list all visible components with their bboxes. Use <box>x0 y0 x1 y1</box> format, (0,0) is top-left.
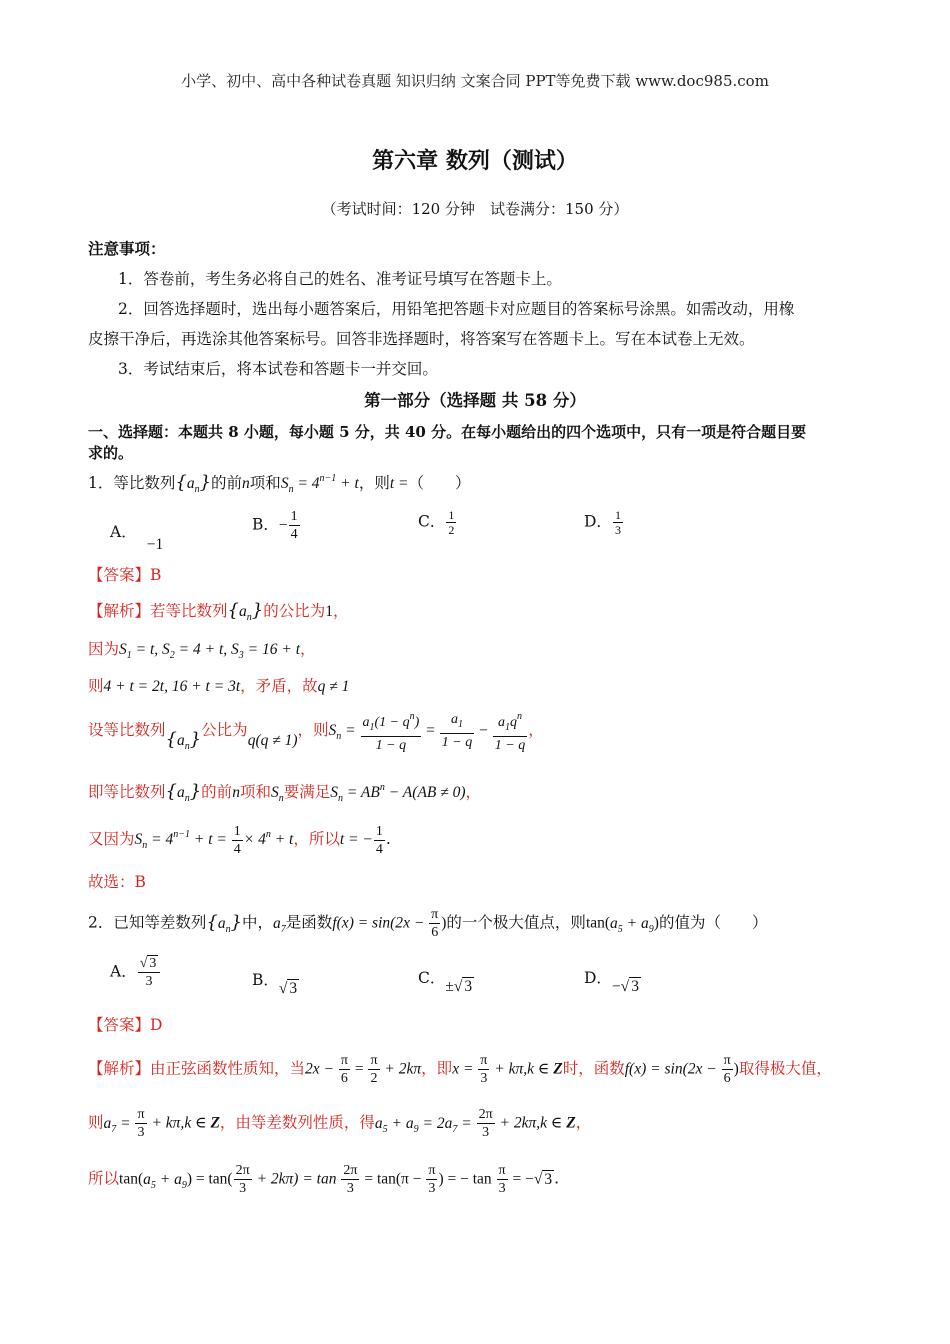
note-item-1: 1．答卷前，考生务必将自己的姓名、准考证号填写在答题卡上。 <box>118 270 562 288</box>
q1-final-choice: 故选：B <box>88 873 146 891</box>
q1-analysis-line1: 【解析】若等比数列$\{a_n\}$的公比为1， <box>88 600 349 623</box>
q2-stem: 2．已知等差数列$\{a_n\}$中，$a_7$是函数f(x) = sin(2x − $\frac{\pi}{6}$ )的一个极大值点，则$\tan(a_5 + a_9)$的值为（ ） <box>88 907 768 940</box>
q2-option-d[interactable]: D．−√ 3 <box>584 969 639 995</box>
q1-analysis-line6: 又因为$S_n = 4^{n-1} + t$ = $\frac{1}{4}$ × $4^n + t$，所以t = − $\frac{1}{4}$ . <box>88 823 391 857</box>
q1-option-d[interactable]: D． $\frac{1}{3}$ <box>584 508 621 537</box>
section1-line2: 求的。 <box>88 444 134 462</box>
q2-option-b[interactable]: B．√ 3 <box>252 971 298 997</box>
exam-info: （考试时间：120 分钟 试卷满分：150 分） <box>321 200 629 218</box>
q2-analysis-line2: 则$a_7$ = $\frac{\pi}{3}$ + kπ,k ∈ Z，由等差数列性质，得$a_5 + a_9 = 2a_7$ = $\frac{2\pi}{3}$ + 2kπ,k ∈ Z， <box>88 1107 592 1140</box>
note-item-2-line2: 皮擦干净后，再选涂其他答案标号。回答非选择题时，将答案写在答题卡上。写在本试卷上无效。 <box>88 330 755 348</box>
q2-answer: 【答案】D <box>88 1016 163 1034</box>
q2-analysis-line1: 【解析】由正弦函数性质知，当2x − $\frac{\pi}{6}$ = $\frac{\pi}{2}$ + 2kπ，即x = $\frac{\pi}{3}$ + kπ,k ∈ Z时，函数f(x) = sin(2x − $\frac{\pi}{6}$ )取得极大值， <box>88 1053 832 1086</box>
q1-option-b[interactable]: B．− $\frac{1}{4}$ <box>252 509 298 542</box>
q1-answer: 【答案】B <box>88 566 162 584</box>
note-item-2-line1: 2．回答选择题时，选出每小题答案后，用铅笔把答题卡对应题目的答案标号涂黑。如需改动，用橡 <box>118 300 795 318</box>
seq-a-n: $\{a_n\}$ <box>175 472 212 495</box>
page-title: 第六章 数列（测试） <box>372 148 578 174</box>
section1-line1: 一、选择题：本题共 8 小题，每小题 5 分，共 40 分。在每小题给出的四个选项中，只有一项是符合题目要 <box>88 423 807 441</box>
q1-analysis-line5: 即等比数列$\{a_n\}$的前n项和$S_n$要满足$S_n = AB^n - A(AB \ne 0)$， <box>88 781 482 804</box>
notes-heading: 注意事项： <box>88 239 166 258</box>
q1-analysis-line3: 则4 + t = 2t, 16 + t = 3t，矛盾，故q ≠ 1 <box>88 677 350 695</box>
q1-analysis-line2: 因为$S_1 = t$, $S_2 = 4 + t$, $S_3 = 16 + t$， <box>88 640 316 661</box>
q1-analysis-line4: 设等比数列$\{a_n\}$公比为q(q ≠ 1)，则$S_n$ = $\frac{a_1(1 - q^n)}{1 - q}$ = $\frac{a_1}{1 - q}$ − $\frac{a_1q^n}{1 - q}$ ， <box>88 708 544 754</box>
q1-stem: 1．等比数列$\{a_n\}$的前n项和$S_n = 4^{n-1} + t$，则t =（ ） <box>88 472 471 495</box>
note-item-3: 3．考试结束后，将本试卷和答题卡一并交回。 <box>118 360 438 378</box>
q1-option-a[interactable]: A．−1 <box>110 523 164 553</box>
q1-option-c[interactable]: C． $\frac{1}{2}$ <box>418 508 455 537</box>
site-header: 小学、初中、高中各种试卷真题 知识归纳 文案合同 PPT等免费下载 www.doc985.com <box>181 72 769 90</box>
part1-title: 第一部分（选择题 共 58 分） <box>364 391 586 410</box>
q2-option-a[interactable]: A． $\frac{√ 3}{3}$ <box>110 955 161 990</box>
q2-analysis-line3: 所以$\tan(a_5 + a_9) = \tan$( $\frac{2\pi}{3}$ + 2kπ) = tan $\frac{2\pi}{3}$ = tan(π − $\frac{\pi}{3}$ ) = − tan $\frac{\pi}{3}$ = −√ 3 . <box>88 1163 560 1196</box>
q2-option-c[interactable]: C．±√ 3 <box>418 969 473 995</box>
